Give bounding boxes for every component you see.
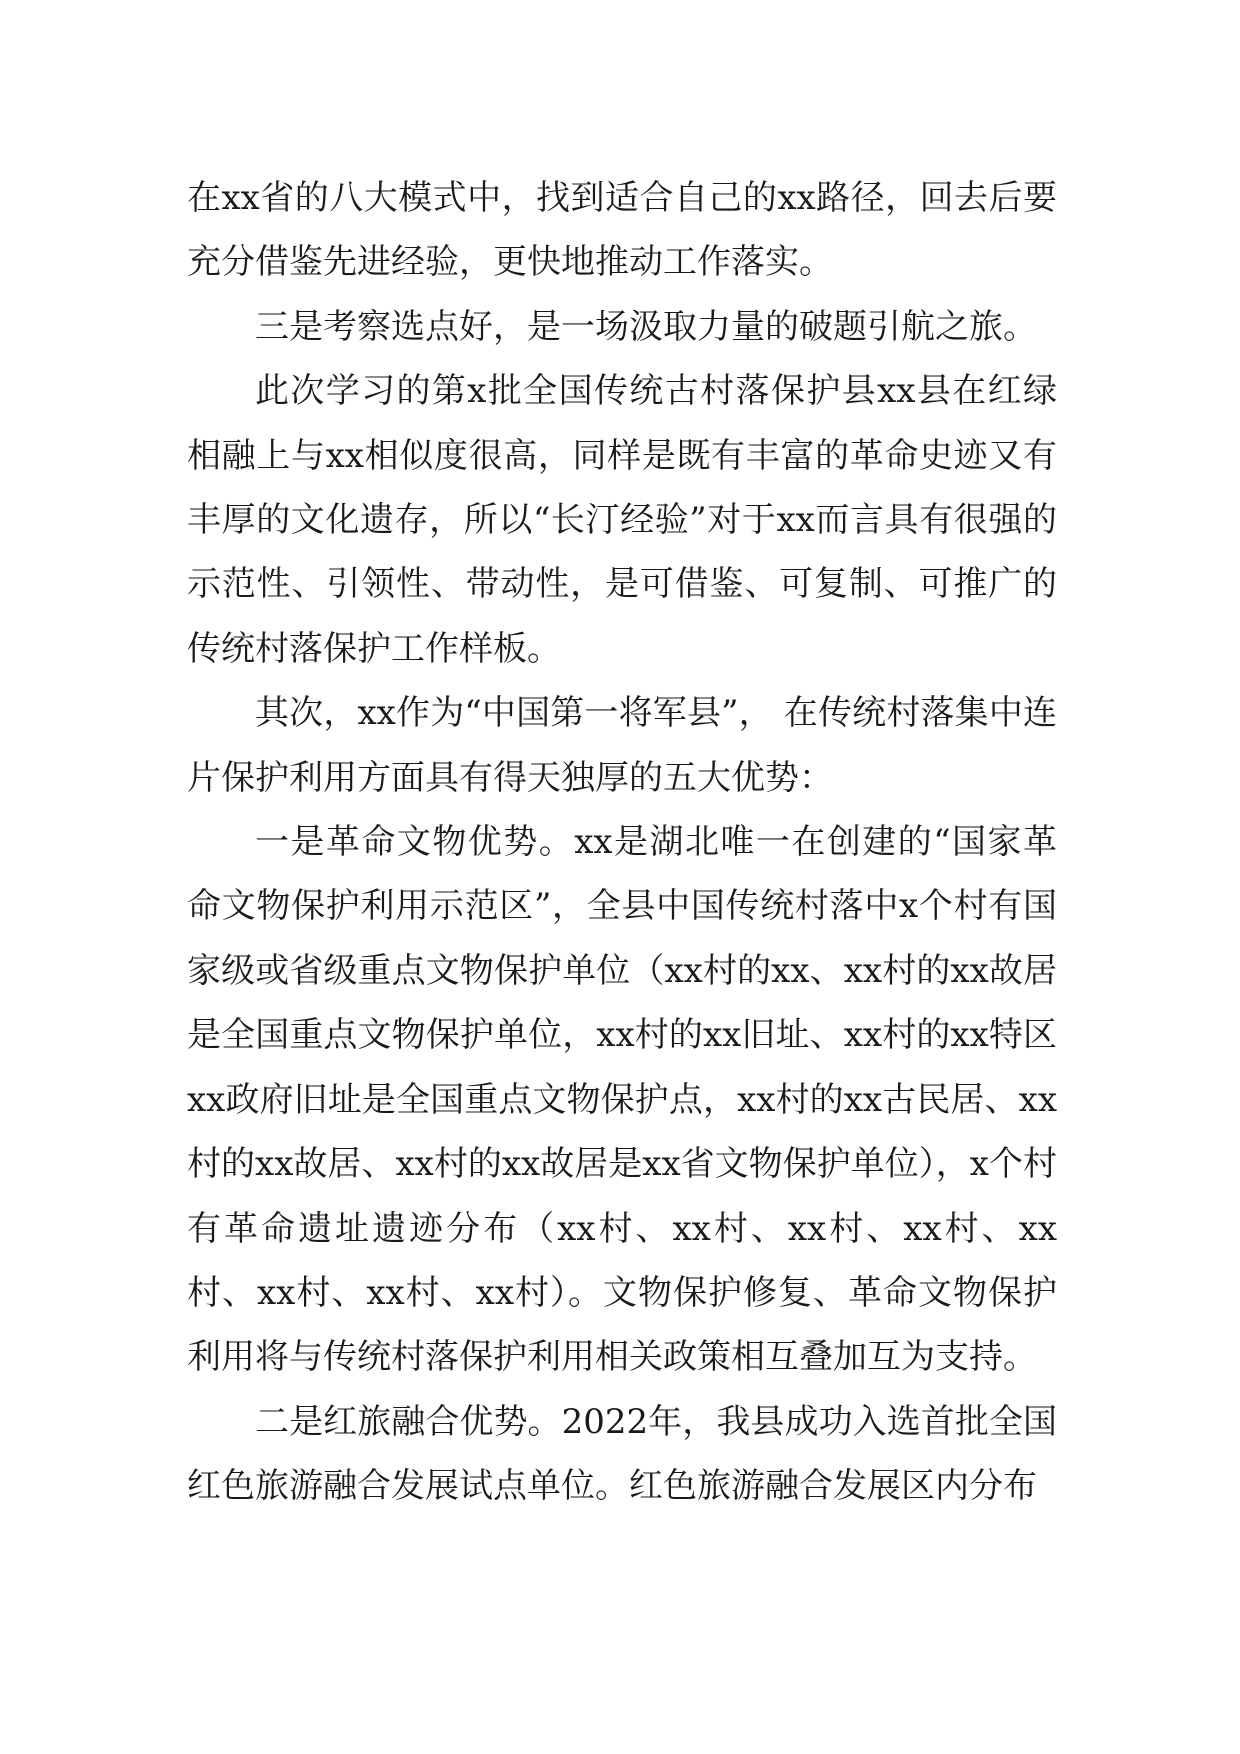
document-page — [187, 166, 1057, 1519]
paragraph-3: 此次学习的第x批全国传统古村落保护县xx县在红绿相融上与xx相似度很高，同样是既有丰富的革命史迹又有丰厚的文化遗存，所以“长汀经验”对于xx而言具有很强的示范性、引领性、带动性，是可借鉴、可复制、可推广的传统村落保护工作样板。 — [187, 371, 1057, 669]
paragraph-5: 一是革命文物优势。xx是湖北唯一在创建的“国家革命文物保护利用示范区”，全县中国传统村落中x个村有国家级或省级重点文物保护单位（xx村的xx、xx村的xx故居是全国重点文物保护单位，xx村的xx旧址、xx村的xx特区xx政府旧址是全国重点文物保护点，xx村的xx古民居、xx村的xx故居、xx村的xx故居是xx省文物保护单位），x个村有革命遗址遗迹分布（xx村、xx村、xx村、xx村、xx村、xx村、xx村、xx村）。文物保护修复、革命文物保护利用将与传统村落保护利用相关政策相互叠加互为支持。 — [187, 822, 1057, 1378]
paragraph-1: 在xx省的八大模式中，找到适合自己的xx路径，回去后要充分借鉴先进经验，更快地推动工作落实。 — [187, 178, 1057, 283]
paragraph-2: 三是考察选点好，是一场汲取力量的破题引航之旅。 — [255, 306, 1037, 347]
paragraph-6: 二是红旅融合优势。2022年，我县成功入选首批全国红色旅游融合发展试点单位。红色旅游融合发展区内分布 — [187, 1401, 1057, 1507]
paragraph-4: 其次，xx作为“中国第一将军县”， 在传统村落集中连片保护利用方面具有得天独厚的五大优势： — [187, 693, 1057, 798]
